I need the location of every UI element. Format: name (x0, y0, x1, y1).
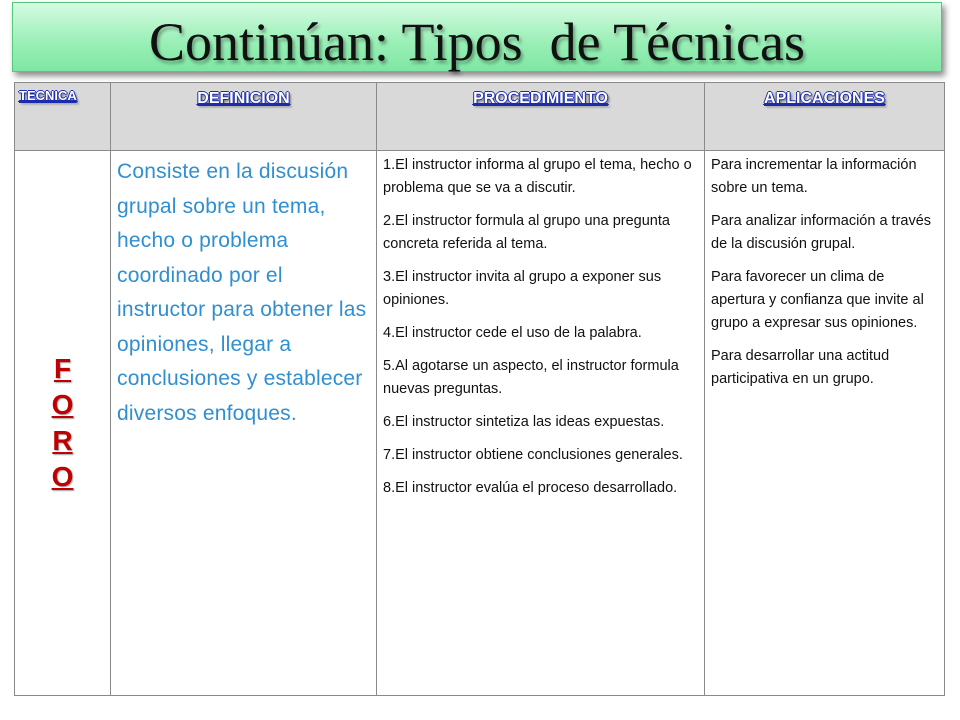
header-definicion: DEFINICION (197, 90, 290, 107)
procedimiento-step: 5.Al agotarse un aspecto, el instructor formula nuevas preguntas. (383, 358, 679, 397)
header-definicion-cell (111, 83, 377, 151)
procedimiento-step: 6.El instructor sintetiza las ideas expuestas. (383, 414, 665, 430)
foro-letter: F (53, 353, 72, 384)
procedimiento-step: 3.El instructor invita al grupo a exponer sus opiniones. (383, 269, 662, 308)
aplicacion-item: Para incrementar la información sobre un tema. (711, 157, 917, 196)
aplicaciones-cell (705, 151, 945, 696)
procedimiento-step: 4.El instructor cede el uso de la palabra. (383, 325, 642, 341)
aplicaciones-list (705, 151, 944, 391)
aplicacion-item: Para desarrollar una actitud participativa en un grupo. (711, 348, 890, 387)
aplicacion-item: Para favorecer un clima de apertura y confianza que invite al grupo a expresar sus opiniones. (711, 269, 924, 331)
header-aplicaciones: APLICACIONES (764, 90, 885, 107)
tecnica-cell (15, 151, 111, 696)
foro-letter: O (51, 389, 74, 420)
header-row (15, 83, 945, 151)
foro-row (15, 151, 945, 696)
definicion-text: Consiste en la discusión grupal sobre un tema, hecho o problema coordinado por el instructor para obtener las opiniones, llegar a conclusiones y establecer diversos enfoques. (117, 160, 367, 425)
procedimiento-step: 7.El instructor obtiene conclusiones generales. (383, 447, 683, 463)
header-procedimiento-cell (377, 83, 705, 151)
procedimiento-step: 2.El instructor formula al grupo una pregunta concreta referida al tema. (383, 213, 670, 252)
header-procedimiento: PROCEDIMIENTO (473, 90, 608, 107)
header-tecnica: TECNICA (19, 88, 77, 103)
procedimiento-step: 8.El instructor evalúa el proceso desarrollado. (383, 480, 678, 496)
aplicacion-item: Para analizar información a través de la discusión grupal. (711, 213, 932, 252)
procedimiento-step: 1.El instructor informa al grupo el tema, hecho o problema que se va a discutir. (383, 157, 692, 196)
definicion-cell (111, 151, 377, 696)
header-tecnica-cell (15, 83, 111, 151)
header-aplicaciones-cell (705, 83, 945, 151)
foro-letter: O (51, 461, 74, 492)
foro-letter: R (52, 425, 73, 456)
techniques-table (14, 82, 945, 696)
procedimiento-list (377, 151, 704, 500)
slide-title: Continúan: Tipos de Técnicas (149, 12, 805, 72)
procedimiento-cell (377, 151, 705, 696)
